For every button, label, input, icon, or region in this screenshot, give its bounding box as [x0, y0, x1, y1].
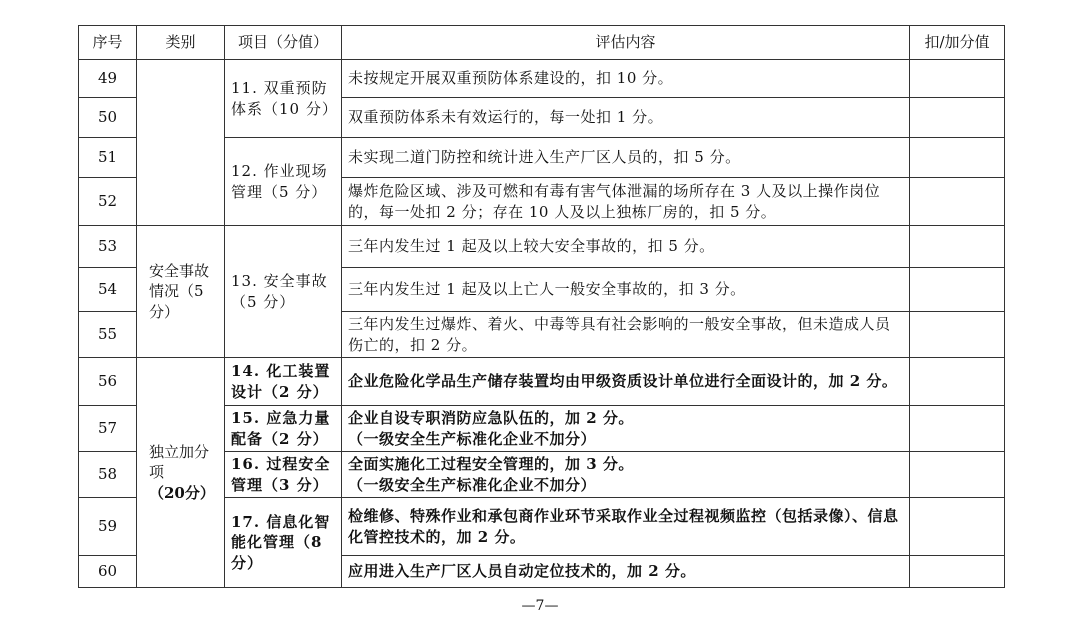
content-cell: 企业危险化学品生产储存装置均由甲级资质设计单位进行全面设计的，加 2 分。: [342, 358, 910, 406]
header-content: 评估内容: [342, 26, 910, 60]
row-no: 59: [79, 498, 137, 556]
table-row: [79, 226, 1005, 268]
score-cell: [910, 98, 1005, 138]
content-cell: 应用进入生产厂区人员自动定位技术的，加 2 分。: [342, 556, 910, 588]
score-cell: [910, 312, 1005, 358]
header-category: 类别: [137, 26, 225, 60]
project-cell: 13. 安全事故（5 分）: [225, 226, 342, 358]
project-cell: 14. 化工装置设计（2 分）: [225, 358, 342, 406]
score-cell: [910, 226, 1005, 268]
project-cell: 15. 应急力量配备（2 分）: [225, 406, 342, 452]
content-cell: 爆炸危险区域、涉及可燃和有毒有害气体泄漏的场所存在 3 人及以上操作岗位的，每一处扣 2 分；存在 10 人及以上独栋厂房的，扣 5 分。: [342, 178, 910, 226]
score-cell: [910, 406, 1005, 452]
row-no: 57: [79, 406, 137, 452]
project-cell: 16. 过程安全管理（3 分）: [225, 452, 342, 498]
row-no: 55: [79, 312, 137, 358]
content-cell: 企业自设专职消防应急队伍的，加 2 分。 （一级安全生产标准化企业不加分）: [342, 406, 910, 452]
content-cell: 未实现二道门防控和统计进入生产厂区人员的，扣 5 分。: [342, 138, 910, 178]
score-cell: [910, 358, 1005, 406]
evaluation-table: [78, 25, 1005, 588]
row-no: 51: [79, 138, 137, 178]
row-no: 60: [79, 556, 137, 588]
content-cell: 检维修、特殊作业和承包商作业环节采取作业全过程视频监控（包括录像）、信息化管控技术的，加 2 分。: [342, 498, 910, 556]
row-no: 49: [79, 60, 137, 98]
content-cell: 三年内发生过 1 起及以上较大安全事故的，扣 5 分。: [342, 226, 910, 268]
content-cell: 三年内发生过爆炸、着火、中毒等具有社会影响的一般安全事故，但未造成人员伤亡的，扣 2 分。: [342, 312, 910, 358]
content-cell: 全面实施化工过程安全管理的，加 3 分。 （一级安全生产标准化企业不加分）: [342, 452, 910, 498]
row-no: 56: [79, 358, 137, 406]
score-cell: [910, 138, 1005, 178]
content-cell: 未按规定开展双重预防体系建设的，扣 10 分。: [342, 60, 910, 98]
row-no: 52: [79, 178, 137, 226]
score-cell: [910, 178, 1005, 226]
content-cell: 双重预防体系未有效运行的，每一处扣 1 分。: [342, 98, 910, 138]
header-score: 扣/加分值: [910, 26, 1005, 60]
category-cell: [137, 358, 225, 588]
row-no: 50: [79, 98, 137, 138]
row-no: 58: [79, 452, 137, 498]
header-project: 项目（分值）: [225, 26, 342, 60]
table-header-row: [79, 26, 1005, 60]
score-cell: [910, 60, 1005, 98]
content-cell: 三年内发生过 1 起及以上亡人一般安全事故的，扣 3 分。: [342, 268, 910, 312]
score-cell: [910, 556, 1005, 588]
header-no: 序号: [79, 26, 137, 60]
category-bonus-score: （20分）: [149, 483, 215, 502]
category-cell-empty: [137, 60, 225, 226]
score-cell: [910, 498, 1005, 556]
row-no: 53: [79, 226, 137, 268]
project-cell: 11. 双重预防体系（10 分）: [225, 60, 342, 138]
project-cell: 12. 作业现场管理（5 分）: [225, 138, 342, 226]
score-cell: [910, 452, 1005, 498]
table-row: [79, 60, 1005, 98]
row-no: 54: [79, 268, 137, 312]
table-row: [79, 358, 1005, 406]
category-bonus-label: 独立加分项: [149, 443, 210, 482]
score-cell: [910, 268, 1005, 312]
page-number: —7—: [521, 598, 559, 614]
category-cell: 安全事故情况（5分）: [137, 226, 225, 358]
project-cell: 17. 信息化智能化管理（8 分）: [225, 498, 342, 588]
